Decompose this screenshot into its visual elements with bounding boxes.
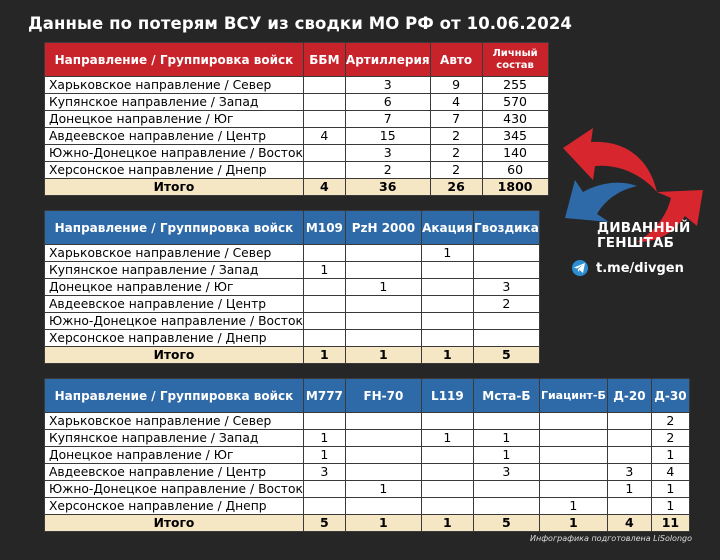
cell-value: 3 <box>303 464 345 481</box>
losses-table-main <box>44 42 549 196</box>
cell-value: 4 <box>430 94 482 111</box>
cell-value <box>607 447 651 464</box>
table-row <box>45 94 549 111</box>
page-title: Данные по потерям ВСУ из сводки МО РФ от 10.06.2024 <box>27 14 573 33</box>
total-value: 36 <box>345 179 430 196</box>
cell-value: 1 <box>651 447 689 464</box>
cell-value: 4 <box>303 128 345 145</box>
cell-value <box>473 245 539 262</box>
header-auto: Авто <box>430 43 482 77</box>
cell-direction: Харьковское направление / Север <box>45 413 304 430</box>
cell-value: 60 <box>482 162 548 179</box>
cell-direction: Купянское направление / Запад <box>45 262 304 279</box>
header-artillery: Артиллерия <box>345 43 430 77</box>
cell-value <box>473 313 539 330</box>
cell-value <box>345 330 421 347</box>
header-direction: Направление / Группировка войск <box>45 379 304 413</box>
table-row <box>45 262 540 279</box>
total-value: 1 <box>303 347 345 364</box>
cell-value <box>421 330 473 347</box>
cell-value <box>345 313 421 330</box>
table-row <box>45 77 549 94</box>
cell-value: 430 <box>482 111 548 128</box>
cell-value <box>607 430 651 447</box>
telegram-handle: t.me/divgen <box>596 260 684 276</box>
cell-value: 1 <box>303 262 345 279</box>
cell-value <box>607 498 651 515</box>
cell-value <box>345 413 421 430</box>
cell-value: 2 <box>345 162 430 179</box>
total-label: Итого <box>45 347 304 364</box>
header-bbm: ББМ <box>303 43 345 77</box>
cell-direction: Авдеевское направление / Центр <box>45 464 304 481</box>
cell-value: 7 <box>345 111 430 128</box>
cell-value: 2 <box>651 430 689 447</box>
table-row <box>45 245 540 262</box>
cell-value <box>345 464 421 481</box>
table-row <box>45 464 690 481</box>
telegram-link[interactable] <box>572 260 684 276</box>
cell-value <box>303 413 345 430</box>
cell-value: 2 <box>430 145 482 162</box>
cell-value: 2 <box>430 128 482 145</box>
cell-direction: Харьковское направление / Север <box>45 245 304 262</box>
table-row <box>45 498 690 515</box>
cell-value <box>473 481 539 498</box>
table-row <box>45 481 690 498</box>
header-pzh2000: PzH 2000 <box>345 211 421 245</box>
brand-name <box>597 221 691 251</box>
cell-value <box>607 413 651 430</box>
cell-value: 1 <box>345 279 421 296</box>
cell-value <box>345 296 421 313</box>
table-row <box>45 111 549 128</box>
cell-value <box>539 464 607 481</box>
cell-value <box>473 498 539 515</box>
cell-value: 2 <box>430 162 482 179</box>
telegram-icon <box>572 260 588 276</box>
cell-value: 1 <box>303 430 345 447</box>
total-value: 1 <box>421 347 473 364</box>
table-row <box>45 413 690 430</box>
table-row <box>45 145 549 162</box>
table-row <box>45 313 540 330</box>
cell-value <box>303 245 345 262</box>
cell-value: 3 <box>345 77 430 94</box>
cell-value: 1 <box>421 430 473 447</box>
cell-value <box>345 262 421 279</box>
header-msta-b: Мста-Б <box>473 379 539 413</box>
cell-value: 7 <box>430 111 482 128</box>
cell-value <box>421 279 473 296</box>
cell-value <box>303 330 345 347</box>
table-header-row <box>45 43 549 77</box>
cell-value <box>303 77 345 94</box>
table-row <box>45 447 690 464</box>
cell-value <box>303 498 345 515</box>
cell-direction: Южно-Донецкое направление / Восток <box>45 145 304 162</box>
cell-value: 1 <box>473 430 539 447</box>
total-value: 1 <box>345 515 421 532</box>
cell-value: 3 <box>607 464 651 481</box>
cell-value <box>303 313 345 330</box>
cell-direction: Херсонское направление / Днепр <box>45 498 304 515</box>
cell-value <box>421 464 473 481</box>
header-gvozdika: Гвоздика <box>473 211 539 245</box>
header-direction: Направление / Группировка войск <box>45 211 304 245</box>
cell-value: 1 <box>539 498 607 515</box>
brand-line-1: ДИВАННЫЙ <box>597 220 691 236</box>
table-total-row <box>45 347 540 364</box>
cell-value: 255 <box>482 77 548 94</box>
losses-table-western-artillery <box>44 210 540 364</box>
header-m777: M777 <box>303 379 345 413</box>
total-value: 1800 <box>482 179 548 196</box>
header-fh70: FH-70 <box>345 379 421 413</box>
cell-value <box>539 413 607 430</box>
cell-value <box>421 313 473 330</box>
cell-direction: Донецкое направление / Юг <box>45 279 304 296</box>
cell-value: 1 <box>651 481 689 498</box>
total-label: Итого <box>45 179 304 196</box>
total-value: 1 <box>345 347 421 364</box>
cell-value: 570 <box>482 94 548 111</box>
table-row <box>45 296 540 313</box>
cell-value <box>421 447 473 464</box>
cell-value <box>303 162 345 179</box>
cell-value <box>539 481 607 498</box>
cell-value: 9 <box>430 77 482 94</box>
cell-value: 140 <box>482 145 548 162</box>
cell-value <box>473 262 539 279</box>
cell-value: 345 <box>482 128 548 145</box>
cell-direction: Донецкое направление / Юг <box>45 447 304 464</box>
cell-value <box>345 498 421 515</box>
cell-direction: Южно-Донецкое направление / Восток <box>45 313 304 330</box>
cell-direction: Донецкое направление / Юг <box>45 111 304 128</box>
cell-value <box>421 262 473 279</box>
cell-value: 1 <box>473 447 539 464</box>
cell-direction: Херсонское направление / Днепр <box>45 330 304 347</box>
total-value: 1 <box>421 515 473 532</box>
cell-value <box>303 111 345 128</box>
cell-direction: Купянское направление / Запад <box>45 430 304 447</box>
cell-value <box>303 94 345 111</box>
cell-value <box>421 413 473 430</box>
header-direction: Направление / Группировка войск <box>45 43 304 77</box>
header-m109: M109 <box>303 211 345 245</box>
table-header-row <box>45 211 540 245</box>
cell-value: 1 <box>607 481 651 498</box>
cell-value: 1 <box>345 481 421 498</box>
total-value: 26 <box>430 179 482 196</box>
losses-table-towed-artillery <box>44 378 690 532</box>
header-personnel: Личный состав <box>482 43 548 77</box>
total-value: 5 <box>303 515 345 532</box>
cell-direction: Южно-Донецкое направление / Восток <box>45 481 304 498</box>
total-value: 11 <box>651 515 689 532</box>
cell-direction: Харьковское направление / Север <box>45 77 304 94</box>
cell-value <box>345 430 421 447</box>
cell-value: 1 <box>421 245 473 262</box>
table-row <box>45 330 540 347</box>
cell-value <box>345 447 421 464</box>
header-l119: L119 <box>421 379 473 413</box>
cell-value: 2 <box>651 413 689 430</box>
cell-value <box>539 430 607 447</box>
cell-value <box>303 296 345 313</box>
table-row <box>45 128 549 145</box>
cell-value <box>345 245 421 262</box>
total-value: 1 <box>539 515 607 532</box>
cell-value <box>303 481 345 498</box>
cell-value: 1 <box>303 447 345 464</box>
total-label: Итого <box>45 515 304 532</box>
cell-value: 1 <box>651 498 689 515</box>
brand-line-2: ГЕНШТАБ <box>597 235 675 251</box>
cell-value <box>421 481 473 498</box>
table-row <box>45 279 540 296</box>
table-row <box>45 430 690 447</box>
cell-value: 15 <box>345 128 430 145</box>
cell-value: 3 <box>345 145 430 162</box>
cell-direction: Купянское направление / Запад <box>45 94 304 111</box>
cell-direction: Херсонское направление / Днепр <box>45 162 304 179</box>
header-d30: Д-30 <box>651 379 689 413</box>
cell-value <box>539 447 607 464</box>
table-total-row <box>45 179 549 196</box>
cell-direction: Авдеевское направление / Центр <box>45 128 304 145</box>
cell-value: 4 <box>651 464 689 481</box>
cell-value <box>421 498 473 515</box>
cell-value <box>473 330 539 347</box>
cell-value: 2 <box>473 296 539 313</box>
table-row <box>45 162 549 179</box>
table-header-row <box>45 379 690 413</box>
cell-value: 3 <box>473 464 539 481</box>
cell-value <box>421 296 473 313</box>
table-total-row <box>45 515 690 532</box>
total-value: 5 <box>473 515 539 532</box>
total-value: 4 <box>303 179 345 196</box>
cell-value: 3 <box>473 279 539 296</box>
cell-value <box>303 145 345 162</box>
cell-value <box>473 413 539 430</box>
header-akatsiya: Акация <box>421 211 473 245</box>
cell-value: 6 <box>345 94 430 111</box>
header-d20: Д-20 <box>607 379 651 413</box>
total-value: 5 <box>473 347 539 364</box>
cell-value <box>303 279 345 296</box>
total-value: 4 <box>607 515 651 532</box>
header-giatsint-b: Гиацинт-Б <box>539 379 607 413</box>
cell-direction: Авдеевское направление / Центр <box>45 296 304 313</box>
infographic-credit: Инфографика подготовлена LiSolongo <box>530 534 692 543</box>
